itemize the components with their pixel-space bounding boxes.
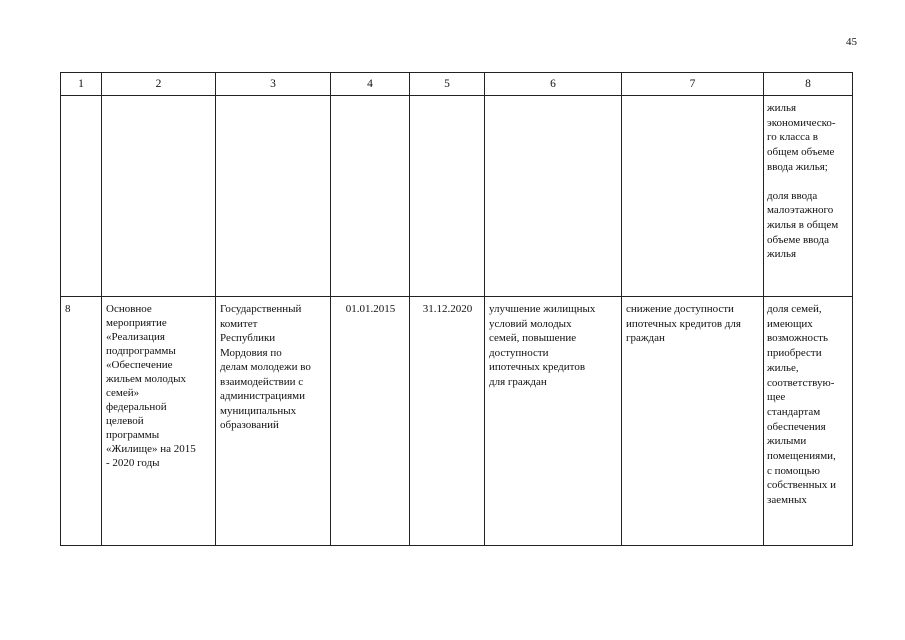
start-date-cell [331,297,410,546]
column-header: 2 [102,73,216,96]
start-date: 01.01.2015 [345,303,396,315]
column-header: 3 [216,73,331,96]
measure-name-cell [102,297,216,546]
indicator-paragraph: жилья экономическо- го класса в общем объеме ввода жилья; [767,102,836,173]
expected-result-cell [485,297,622,546]
expected-result: улучшение жилищных условий молодых семей, повышение доступности ипотечных кредитов для граждан [489,303,596,388]
row-number-cell [61,297,102,546]
table-cell [102,96,216,297]
page-number: 45 [846,36,857,48]
row-number: 8 [65,303,71,315]
column-header: 5 [410,73,485,96]
table-cell [485,96,622,297]
end-date-cell [410,297,485,546]
executor-cell [216,297,331,546]
indicators: доля семей, имеющих возможность приобрести жилье, соответствую- щее стандартам обеспечения жилыми помещениями, с помощью собственных и заемных [767,303,836,507]
program-table [60,72,853,546]
table-cell [216,96,331,297]
table-cell [61,96,102,297]
consequences: снижение доступности ипотечных кредитов для граждан [626,303,741,344]
measure-name: Основное мероприятие «Реализация подпрограммы «Обеспечение жильем молодых семей» федеральной целевой программы «Жилище» на 2015 - 2020 годы [106,303,196,469]
table-cell [331,96,410,297]
table-row [61,297,853,546]
end-date: 31.12.2020 [422,303,473,315]
consequences-cell [622,297,764,546]
indicators-cell [764,297,853,546]
column-header: 8 [764,73,853,96]
table-cell [622,96,764,297]
executor: Государственный комитет Республики Мордовия по делам молодежи во взаимодействии с администрациями муниципальных образований [220,303,311,431]
table-row [61,96,853,297]
column-header: 4 [331,73,410,96]
column-header: 1 [61,73,102,96]
indicators-cell [764,96,853,297]
column-header: 6 [485,73,622,96]
indicator-paragraph: доля ввода малоэтажного жилья в общем объеме ввода жилья [767,189,839,261]
table-cell [410,96,485,297]
column-header: 7 [622,73,764,96]
table-header-row [61,73,853,96]
